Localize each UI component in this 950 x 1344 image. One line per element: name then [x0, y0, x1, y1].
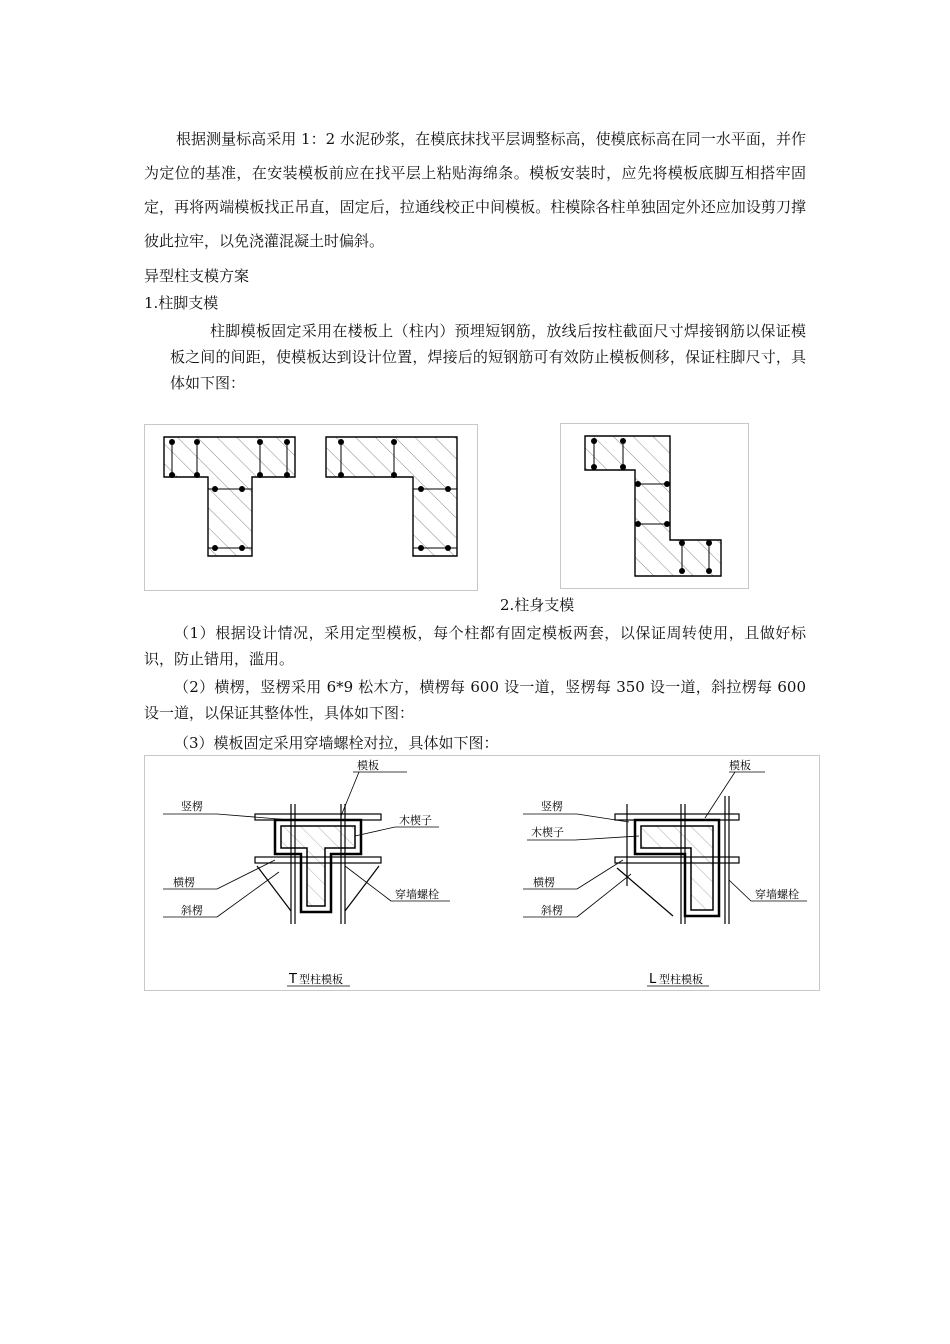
label-bolt-t: 穿墙螺栓 [395, 888, 439, 901]
figure-formwork [144, 755, 820, 991]
l-formwork-drawing [615, 796, 739, 924]
label-wedge-l: 木楔子 [531, 826, 564, 839]
label-bolt-l: 穿墙螺栓 [755, 888, 799, 901]
figure-z-shaped-foot [560, 423, 749, 589]
label-diagonal-rib-l: 斜楞 [541, 904, 563, 917]
t-and-l-foot-diagram [145, 425, 477, 590]
t-formwork-drawing [255, 804, 381, 924]
section-heading: 异型柱支模方案 [144, 267, 250, 285]
item-2: （2）横楞，竖楞采用 6*9 松木方，横楞每 600 设一道，竖楞每 350 设一道，斜拉楞每 600 设一道，以保证其整体性，具体如下图： [144, 678, 806, 722]
z-section-outline [585, 436, 721, 576]
t-section-outline [164, 437, 295, 556]
label-diagonal-rib-t: 斜楞 [181, 904, 203, 917]
heading-column-foot: 1.柱脚支模 [144, 294, 219, 312]
l-section-outline [326, 437, 457, 556]
caption-t-suffix: 型柱模板 [299, 973, 343, 986]
label-formwork-l: 模板 [729, 759, 751, 772]
label-vertical-rib-l: 竖楞 [541, 800, 563, 813]
label-horizontal-rib-l: 横楞 [533, 876, 555, 889]
paragraph-column-foot: 柱脚模板固定采用在楼板上（柱内）预埋短钢筋，放线后按柱截面尺寸焊接钢筋以保证模板之间的间距，使模板达到设计位置，焊接后的短钢筋可有效防止模板侧移，保证柱脚尺寸，具体如下图： [170, 322, 806, 392]
caption-l-suffix: 型柱模板 [659, 973, 703, 986]
label-wedge-t: 木楔子 [399, 814, 432, 827]
paragraph-leveling: 根据测量标高采用 1：2 水泥砂浆，在模底抹找平层调整标高，使模底标高在同一水平面，并作为定位的基准，在安装模板前应在找平层上粘贴海绵条。模板安装时，应先将模板底脚互相搭牢固定，再将两端模板找正吊直，固定后，拉通线校正中间模板。柱模除各柱单独固定外还应加设剪刀撑彼此拉牢，以免浇灌混凝土时偏斜。 [144, 130, 806, 250]
item-1: （1）根据设计情况，采用定型模板，每个柱都有固定模板两套，以保证周转使用，且做好标识，防止错用，滥用。 [144, 624, 806, 668]
figure-t-shaped-feet [144, 424, 478, 591]
z-foot-diagram [561, 424, 748, 588]
caption-l-prefix: L [649, 972, 657, 987]
caption-t-prefix: T [289, 972, 297, 987]
label-formwork-t: 模板 [357, 759, 379, 772]
item-3: （3）模板固定采用穿墙螺栓对拉，具体如下图： [174, 734, 499, 752]
heading-column-body: 2.柱身支模 [500, 596, 575, 614]
label-horizontal-rib-t: 横楞 [173, 876, 195, 889]
label-vertical-rib-t: 竖楞 [181, 800, 203, 813]
formwork-diagram [145, 756, 819, 990]
